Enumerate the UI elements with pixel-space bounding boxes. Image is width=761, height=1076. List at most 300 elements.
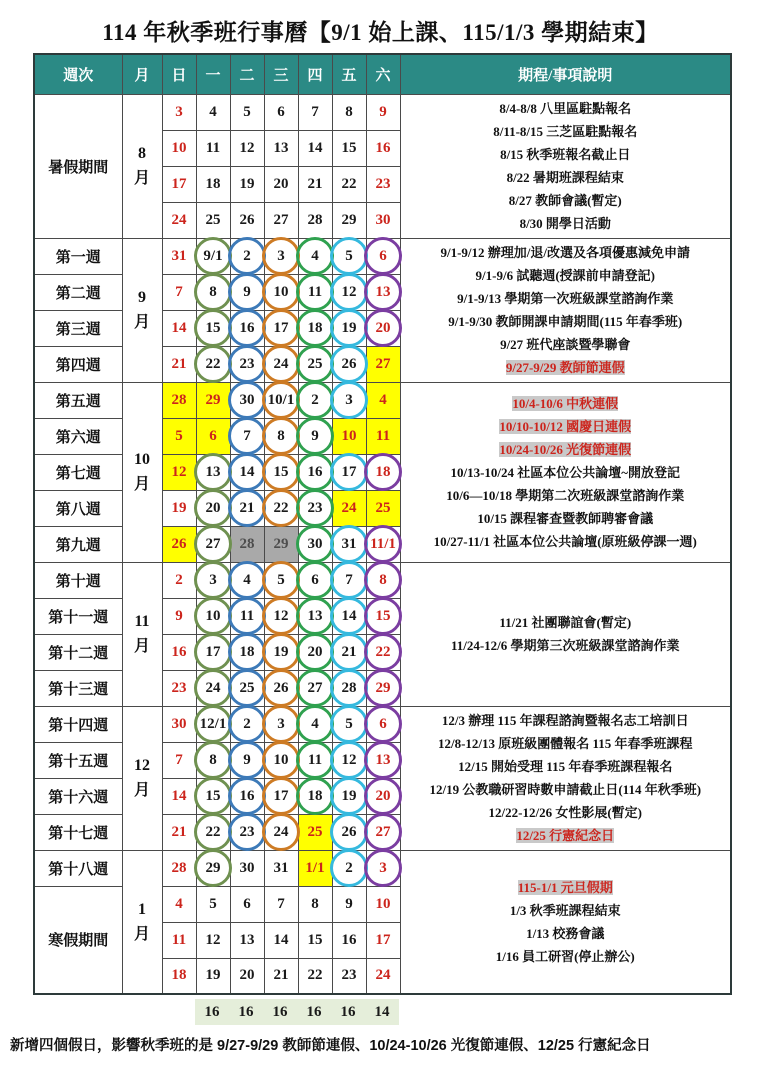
note-line: 1/16 員工研習(停止辦公) xyxy=(495,948,635,964)
day-cell: 12 xyxy=(332,742,366,778)
day-cell: 29 xyxy=(264,526,298,562)
day-circle-fri xyxy=(330,561,368,599)
day-circle-mon xyxy=(194,741,232,779)
day-cell: 20 xyxy=(366,310,400,346)
day-circle-mon xyxy=(194,849,232,887)
note-line: 12/8-12/13 原班級團體報名 115 年春季班課程 xyxy=(437,736,693,751)
day-cell: 18 xyxy=(162,958,196,994)
day-cell: 15 xyxy=(332,130,366,166)
page-title: 114 年秋季班行事曆【9/1 始上課、115/1/3 學期結束】 xyxy=(102,20,659,45)
day-cell: 20 xyxy=(230,958,264,994)
day-cell: 24 xyxy=(366,958,400,994)
day-cell: 22 xyxy=(298,958,332,994)
weekday-total: 14 xyxy=(374,1004,390,1020)
day-cell: 9 xyxy=(332,886,366,922)
day-cell: 9 xyxy=(366,94,400,130)
day-cell: 10 xyxy=(162,130,196,166)
week-label: 第二週 xyxy=(34,274,122,310)
day-circle-thu xyxy=(296,381,334,419)
day-cell: 3 xyxy=(264,238,298,274)
weekday-total: 16 xyxy=(272,1004,288,1020)
week-label: 第十五週 xyxy=(34,742,122,778)
day-circle-tue xyxy=(228,489,266,527)
day-circle-tue xyxy=(228,705,266,743)
day-cell: 9 xyxy=(230,274,264,310)
notes-cell xyxy=(400,562,731,706)
day-cell: 17 xyxy=(366,922,400,958)
month-label: 1 月 xyxy=(122,850,162,994)
day-cell: 2 xyxy=(230,706,264,742)
day-circle-wed xyxy=(262,489,300,527)
day-circle-sat xyxy=(364,273,402,311)
day-cell: 12 xyxy=(264,598,298,634)
day-cell: 6 xyxy=(298,562,332,598)
day-circle-thu xyxy=(296,489,334,527)
day-cell: 2 xyxy=(298,382,332,418)
day-cell: 11 xyxy=(162,922,196,958)
day-cell: 23 xyxy=(230,346,264,382)
day-circle-mon xyxy=(194,669,232,707)
day-cell: 21 xyxy=(332,634,366,670)
day-cell: 23 xyxy=(162,670,196,706)
week-label: 第一週 xyxy=(34,238,122,274)
day-cell: 29 xyxy=(366,670,400,706)
day-cell: 11 xyxy=(298,274,332,310)
day-circle-wed xyxy=(262,237,300,275)
note-line: 12/3 辦理 115 年課程諮詢暨報名志工培訓日 xyxy=(441,713,689,728)
day-circle-wed xyxy=(262,777,300,815)
day-cell: 23 xyxy=(366,166,400,202)
day-cell: 3 xyxy=(332,382,366,418)
day-circle-tue xyxy=(228,237,266,275)
column-header-1: 月 xyxy=(122,54,162,94)
day-cell: 21 xyxy=(162,346,196,382)
day-cell: 29 xyxy=(196,850,230,886)
day-cell: 13 xyxy=(298,598,332,634)
day-cell: 15 xyxy=(298,922,332,958)
day-circle-wed xyxy=(262,597,300,635)
day-cell: 12/1 xyxy=(196,706,230,742)
day-cell: 7 xyxy=(230,418,264,454)
day-circle-sat xyxy=(364,633,402,671)
note-line: 9/1-9/6 試聽週(授課前申請登記) xyxy=(475,268,655,283)
day-circle-sat xyxy=(364,849,402,887)
note-line: 10/4-10/6 中秋連假 xyxy=(512,395,619,411)
day-cell: 8 xyxy=(366,562,400,598)
day-cell: 9 xyxy=(230,742,264,778)
day-cell: 21 xyxy=(230,490,264,526)
day-circle-sat xyxy=(364,777,402,815)
day-circle-thu xyxy=(296,777,334,815)
week-label: 第十二週 xyxy=(34,634,122,670)
weekday-totals-band xyxy=(195,999,399,1025)
weekday-total: 16 xyxy=(340,1004,356,1020)
day-cell: 7 xyxy=(264,886,298,922)
day-circle-fri xyxy=(330,705,368,743)
day-cell: 8 xyxy=(264,418,298,454)
week-label: 第十一週 xyxy=(34,598,122,634)
week-label: 第四週 xyxy=(34,346,122,382)
day-circle-fri xyxy=(330,237,368,275)
day-cell: 6 xyxy=(366,706,400,742)
day-cell: 19 xyxy=(264,634,298,670)
day-circle-wed xyxy=(262,417,300,455)
day-cell: 24 xyxy=(332,490,366,526)
note-line: 1/13 校務會議 xyxy=(526,925,605,941)
column-header-2: 日 xyxy=(162,54,196,94)
day-circle-wed xyxy=(262,561,300,599)
day-cell: 3 xyxy=(162,94,196,130)
notes-cell xyxy=(400,238,731,382)
day-cell: 19 xyxy=(162,490,196,526)
month-label: 9 月 xyxy=(122,238,162,382)
day-cell: 22 xyxy=(264,490,298,526)
day-circle-tue xyxy=(228,597,266,635)
day-cell: 7 xyxy=(162,274,196,310)
day-cell: 15 xyxy=(196,310,230,346)
day-circle-thu xyxy=(296,597,334,635)
day-cell: 27 xyxy=(196,526,230,562)
day-cell: 14 xyxy=(298,130,332,166)
month-label: 11 月 xyxy=(122,562,162,706)
day-cell: 5 xyxy=(230,94,264,130)
day-cell: 22 xyxy=(196,346,230,382)
week-label: 暑假期間 xyxy=(34,94,122,238)
note-line: 10/6—10/18 學期第二次班級課堂諮詢作業 xyxy=(446,487,685,503)
day-cell: 10 xyxy=(196,598,230,634)
day-circle-tue xyxy=(228,417,266,455)
day-circle-mon xyxy=(194,633,232,671)
day-cell: 23 xyxy=(332,958,366,994)
day-cell: 9/1 xyxy=(196,238,230,274)
week-label: 第八週 xyxy=(34,490,122,526)
week-label: 第六週 xyxy=(34,418,122,454)
day-cell: 5 xyxy=(332,706,366,742)
column-header-9: 期程/事項說明 xyxy=(400,54,731,94)
day-cell: 11 xyxy=(230,598,264,634)
note-line: 9/1-9/30 教師開課申請期間(115 年春季班) xyxy=(448,314,683,329)
note-line: 1/3 秋季班課程結束 xyxy=(509,902,621,918)
day-circle-tue xyxy=(228,309,266,347)
day-circle-thu xyxy=(296,237,334,275)
day-circle-wed xyxy=(262,381,300,419)
day-cell: 13 xyxy=(264,130,298,166)
day-cell: 4 xyxy=(162,886,196,922)
weekday-total: 16 xyxy=(238,1004,254,1020)
day-cell: 25 xyxy=(298,346,332,382)
day-circle-tue xyxy=(228,345,266,383)
day-cell: 10/1 xyxy=(264,382,298,418)
day-circle-mon xyxy=(194,489,232,527)
day-circle-fri xyxy=(330,453,368,491)
day-cell: 13 xyxy=(196,454,230,490)
day-cell: 16 xyxy=(230,778,264,814)
day-cell: 8 xyxy=(196,274,230,310)
day-cell: 19 xyxy=(332,778,366,814)
notes-cell xyxy=(400,706,731,850)
day-circle-fri xyxy=(330,525,368,563)
day-circle-wed xyxy=(262,669,300,707)
weekday-total: 16 xyxy=(306,1004,322,1020)
note-line: 12/19 公教職研習時數申請截止日(114 年秋季班) xyxy=(429,782,702,797)
column-header-8: 六 xyxy=(366,54,400,94)
notes-cell xyxy=(400,382,731,562)
day-circle-wed xyxy=(262,633,300,671)
day-cell: 19 xyxy=(332,310,366,346)
day-cell: 6 xyxy=(230,886,264,922)
day-cell: 22 xyxy=(196,814,230,850)
week-label: 第十三週 xyxy=(34,670,122,706)
day-cell: 25 xyxy=(196,202,230,238)
day-cell: 24 xyxy=(162,202,196,238)
day-circle-thu xyxy=(296,633,334,671)
day-cell: 17 xyxy=(196,634,230,670)
day-circle-tue xyxy=(228,453,266,491)
week-label: 第七週 xyxy=(34,454,122,490)
day-cell: 1/1 xyxy=(298,850,332,886)
week-label: 寒假期間 xyxy=(34,886,122,994)
day-cell: 31 xyxy=(264,850,298,886)
day-cell: 20 xyxy=(264,166,298,202)
day-cell: 4 xyxy=(298,238,332,274)
day-circle-thu xyxy=(296,525,334,563)
day-cell: 15 xyxy=(264,454,298,490)
week-label: 第十週 xyxy=(34,562,122,598)
day-cell: 10 xyxy=(264,274,298,310)
column-header-3: 一 xyxy=(196,54,230,94)
day-cell: 11 xyxy=(298,742,332,778)
day-cell: 13 xyxy=(366,742,400,778)
day-cell: 23 xyxy=(230,814,264,850)
day-cell: 14 xyxy=(332,598,366,634)
note-line: 8/15 秋季班報名截止日 xyxy=(500,147,631,162)
day-circle-mon xyxy=(194,777,232,815)
day-circle-tue xyxy=(228,777,266,815)
day-cell: 27 xyxy=(366,346,400,382)
day-cell: 16 xyxy=(298,454,332,490)
day-cell: 14 xyxy=(264,922,298,958)
day-circle-sat xyxy=(364,561,402,599)
weekday-total: 16 xyxy=(204,1004,220,1020)
note-line: 9/1-9/13 學期第一次班級課堂諮詢作業 xyxy=(457,291,674,306)
day-cell: 12 xyxy=(230,130,264,166)
day-cell: 14 xyxy=(162,778,196,814)
note-line: 9/27 班代座談暨學聯會 xyxy=(500,337,631,352)
day-circle-sat xyxy=(364,741,402,779)
day-cell: 28 xyxy=(162,382,196,418)
day-circle-thu xyxy=(296,705,334,743)
day-cell: 16 xyxy=(230,310,264,346)
day-cell: 11 xyxy=(366,418,400,454)
note-line: 11/21 社團聯誼會(暫定) xyxy=(499,615,632,630)
day-circle-mon xyxy=(194,561,232,599)
day-cell: 30 xyxy=(298,526,332,562)
note-line: 8/22 暑期班課程結束 xyxy=(506,170,624,185)
day-cell: 3 xyxy=(366,850,400,886)
day-circle-thu xyxy=(296,669,334,707)
day-circle-fri xyxy=(330,777,368,815)
day-cell: 5 xyxy=(332,238,366,274)
week-label: 第十七週 xyxy=(34,814,122,850)
notes-cell xyxy=(400,94,731,238)
day-circle-tue xyxy=(228,741,266,779)
day-cell: 31 xyxy=(332,526,366,562)
day-cell: 27 xyxy=(264,202,298,238)
day-circle-wed xyxy=(262,273,300,311)
day-cell: 24 xyxy=(264,346,298,382)
day-cell: 4 xyxy=(366,382,400,418)
day-circle-mon xyxy=(194,309,232,347)
day-cell: 4 xyxy=(298,706,332,742)
day-cell: 17 xyxy=(264,778,298,814)
day-cell: 26 xyxy=(332,814,366,850)
note-line: 9/1-9/12 辦理加/退/改選及各項優惠減免申請 xyxy=(440,245,691,260)
day-cell: 5 xyxy=(196,886,230,922)
day-circle-tue xyxy=(228,633,266,671)
note-line: 10/13-10/24 社區本位公共論壇~開放登記 xyxy=(450,464,681,480)
day-circle-fri xyxy=(330,345,368,383)
day-circle-sat xyxy=(364,813,402,851)
day-cell: 14 xyxy=(162,310,196,346)
day-cell: 19 xyxy=(230,166,264,202)
day-circle-tue xyxy=(228,273,266,311)
day-circle-fri xyxy=(330,741,368,779)
day-cell: 11 xyxy=(196,130,230,166)
day-cell: 8 xyxy=(298,886,332,922)
day-circle-sat xyxy=(364,309,402,347)
day-cell: 6 xyxy=(264,94,298,130)
day-cell: 6 xyxy=(366,238,400,274)
day-cell: 17 xyxy=(162,166,196,202)
day-cell: 30 xyxy=(230,850,264,886)
day-circle-fri xyxy=(330,669,368,707)
day-circle-thu xyxy=(296,453,334,491)
day-circle-sat xyxy=(364,525,402,563)
day-circle-mon xyxy=(194,705,232,743)
day-circle-wed xyxy=(262,813,300,851)
day-cell: 26 xyxy=(264,670,298,706)
week-label: 第十八週 xyxy=(34,850,122,886)
week-label: 第十六週 xyxy=(34,778,122,814)
column-header-4: 二 xyxy=(230,54,264,94)
day-cell: 18 xyxy=(298,778,332,814)
day-circle-mon xyxy=(194,453,232,491)
day-cell: 19 xyxy=(196,958,230,994)
day-cell: 17 xyxy=(264,310,298,346)
day-circle-fri xyxy=(330,381,368,419)
day-cell: 15 xyxy=(366,598,400,634)
day-cell: 12 xyxy=(332,274,366,310)
day-circle-wed xyxy=(262,345,300,383)
day-cell: 30 xyxy=(230,382,264,418)
day-cell: 24 xyxy=(264,814,298,850)
day-circle-tue xyxy=(228,381,266,419)
day-cell: 10 xyxy=(332,418,366,454)
note-line: 12/25 行憲紀念日 xyxy=(516,828,615,843)
day-cell: 17 xyxy=(332,454,366,490)
day-cell: 7 xyxy=(162,742,196,778)
day-circle-sat xyxy=(364,597,402,635)
day-cell: 7 xyxy=(298,94,332,130)
day-circle-thu xyxy=(296,345,334,383)
note-line: 10/10-10/12 國慶日連假 xyxy=(499,418,632,434)
day-cell: 21 xyxy=(298,166,332,202)
day-cell: 18 xyxy=(230,634,264,670)
day-cell: 16 xyxy=(332,922,366,958)
day-cell: 6 xyxy=(196,418,230,454)
day-cell: 31 xyxy=(162,238,196,274)
column-header-0: 週次 xyxy=(34,54,122,94)
day-cell: 2 xyxy=(230,238,264,274)
day-cell: 22 xyxy=(366,634,400,670)
day-cell: 2 xyxy=(332,850,366,886)
day-circle-mon xyxy=(194,237,232,275)
day-circle-thu xyxy=(296,273,334,311)
day-circle-mon xyxy=(194,273,232,311)
note-line: 8/30 開學日活動 xyxy=(519,216,611,231)
day-circle-tue xyxy=(228,813,266,851)
day-cell: 10 xyxy=(366,886,400,922)
day-cell: 13 xyxy=(366,274,400,310)
day-cell: 8 xyxy=(196,742,230,778)
day-cell: 18 xyxy=(298,310,332,346)
month-label: 10 月 xyxy=(122,382,162,562)
day-cell: 18 xyxy=(196,166,230,202)
day-circle-fri xyxy=(330,597,368,635)
day-cell: 28 xyxy=(230,526,264,562)
day-circle-sat xyxy=(364,705,402,743)
day-cell: 5 xyxy=(264,562,298,598)
day-circle-fri xyxy=(330,273,368,311)
day-circle-sat xyxy=(364,669,402,707)
day-circle-thu xyxy=(296,417,334,455)
day-circle-mon xyxy=(194,597,232,635)
note-line: 8/27 教師會議(暫定) xyxy=(508,193,622,208)
day-cell: 26 xyxy=(332,346,366,382)
note-line: 10/15 課程審查暨教師聘審會議 xyxy=(477,510,654,526)
day-circle-tue xyxy=(228,561,266,599)
day-cell: 20 xyxy=(298,634,332,670)
day-cell: 23 xyxy=(298,490,332,526)
day-circle-tue xyxy=(228,669,266,707)
day-cell: 16 xyxy=(366,130,400,166)
day-circle-mon xyxy=(194,345,232,383)
day-cell: 13 xyxy=(230,922,264,958)
day-circle-fri xyxy=(330,633,368,671)
column-header-6: 四 xyxy=(298,54,332,94)
day-cell: 16 xyxy=(162,634,196,670)
day-circle-wed xyxy=(262,453,300,491)
note-line: 10/24-10/26 光復節連假 xyxy=(499,441,632,457)
day-cell: 22 xyxy=(332,166,366,202)
day-circle-fri xyxy=(330,849,368,887)
note-line: 10/27-11/1 社區本位公共論壇(原班級停課一週) xyxy=(433,533,697,549)
note-line: 12/15 開始受理 115 年春季班課程報名 xyxy=(458,759,673,774)
note-line: 9/27-9/29 教師節連假 xyxy=(505,360,625,375)
day-cell: 25 xyxy=(298,814,332,850)
day-cell: 11/1 xyxy=(366,526,400,562)
note-line: 11/24-12/6 學期第三次班級課堂諮詢作業 xyxy=(450,638,680,653)
week-label: 第五週 xyxy=(34,382,122,418)
day-circle-fri xyxy=(330,813,368,851)
day-cell: 5 xyxy=(162,418,196,454)
week-label: 第十四週 xyxy=(34,706,122,742)
day-cell: 3 xyxy=(264,706,298,742)
day-circle-fri xyxy=(330,309,368,347)
day-cell: 25 xyxy=(366,490,400,526)
day-cell: 14 xyxy=(230,454,264,490)
day-cell: 28 xyxy=(162,850,196,886)
